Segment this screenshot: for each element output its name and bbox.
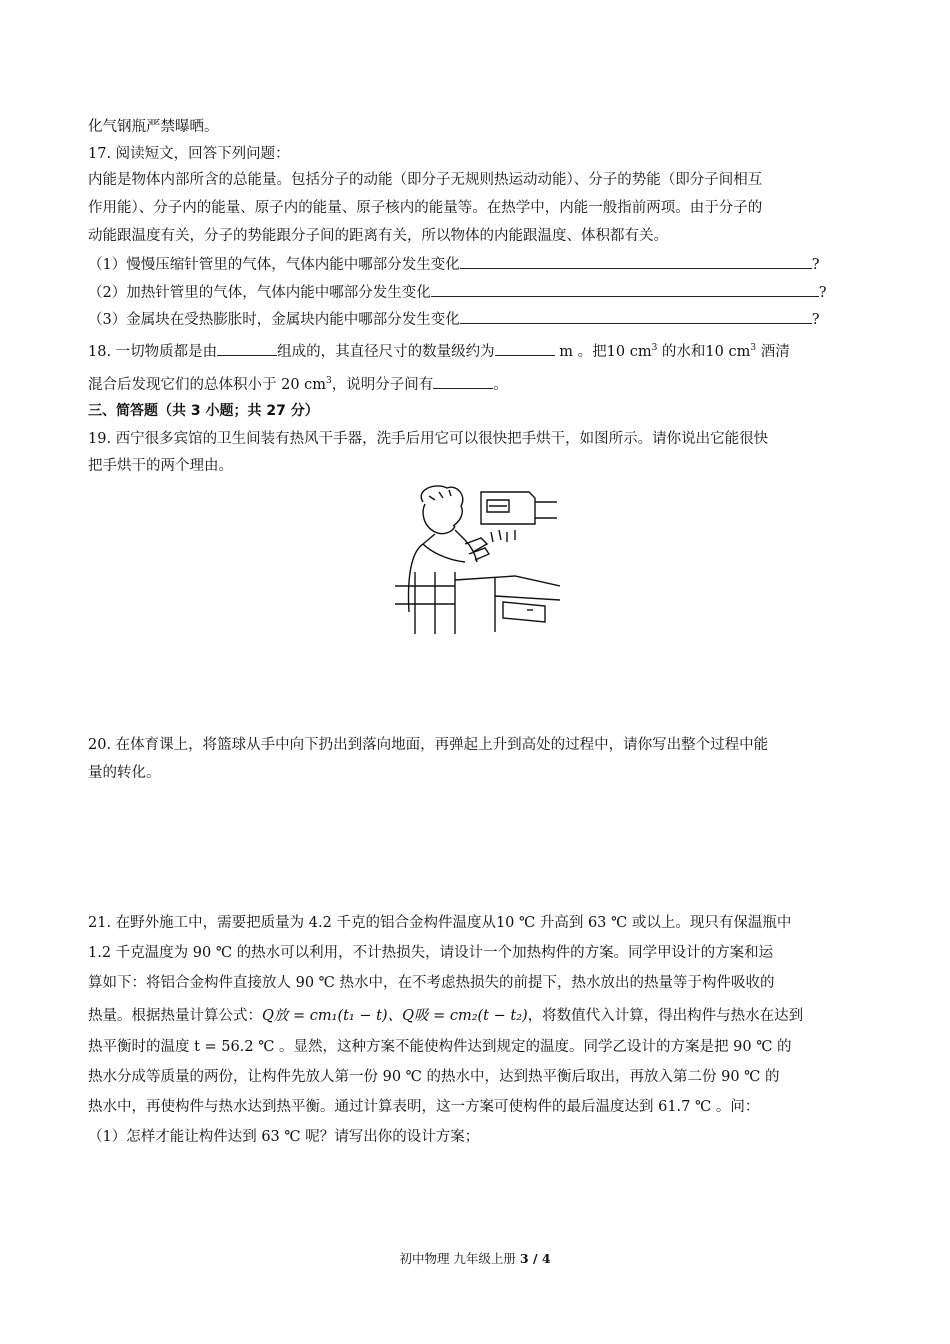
question-21: 热水分成等质量的两份，让构件先放人第一份 90 ℃ 的热水中，达到热平衡后取出，再放入第二份 90 ℃ 的 <box>88 1069 780 1085</box>
question-21-formula-line <box>88 1006 803 1026</box>
question-21: 热水中，再使构件与热水达到热平衡。通过计算表明，这一方案可使构件的最后温度达到 61.7 ℃ 。问： <box>88 1099 760 1115</box>
superscript: 3 <box>750 343 757 353</box>
question-21: 算如下：将铝合金构件直接放人 90 ℃ 热水中，在不考虑热损失的前提下，热水放出的热量等于构件吸收的 <box>88 975 775 991</box>
q21-text: 热量。根据热量计算公式： <box>88 1008 262 1024</box>
page-number: 3 / 4 <box>519 1251 551 1266</box>
q21-text: ，将数值代入计算，得出构件与热水在达到 <box>527 1008 804 1024</box>
question-mark: ? <box>818 285 827 301</box>
q17-item-2 <box>88 281 827 303</box>
q17-item-3 <box>88 308 820 330</box>
answer-blank[interactable] <box>431 281 819 297</box>
question-20: 20. 在体育课上，将篮球从手中向下扔出到落向地面，再弹起上升到高处的过程中，请你写出整个过程中能 <box>88 737 769 753</box>
question-21-part-1: （1）怎样才能让构件达到 63 ℃ 呢？请写出你的设计方案； <box>88 1129 480 1145</box>
q18-text: ，说明分子间有 <box>331 376 434 393</box>
q17-item-1-text: （1）慢慢压缩针管里的气体，气体内能中哪部分发生变化 <box>88 257 460 273</box>
question-19: 19. 西宁很多宾馆的卫生间装有热风干手器，洗手后用它可以很快把手烘干，如图所示。请你说出它能很快 <box>88 431 769 447</box>
q18-text: m 。把10 cm <box>554 343 652 360</box>
question-21: 热平衡时的温度 t = 56.2 ℃ 。显然，这种方案不能使构件达到规定的温度。同学乙设计的方案是把 90 ℃ 的 <box>88 1039 792 1055</box>
question-18-line2 <box>88 371 508 395</box>
text-line: 化气钢瓶严禁曝晒。 <box>88 119 219 135</box>
question-21: 21. 在野外施工中，需要把质量为 4.2 千克的铝合金构件温度从10 ℃ 升高到 63 ℃ 或以上。现只有保温瓶中 <box>88 915 792 931</box>
q18-text: 的水和10 cm <box>657 343 751 360</box>
heat-formula: Q放 = cm₁(t₁ − t)、Q吸 = cm₂(t − t₂) <box>262 1008 528 1024</box>
answer-blank[interactable] <box>495 340 555 356</box>
answer-blank[interactable] <box>217 340 277 356</box>
page-footer <box>0 1249 950 1267</box>
q18-text: 混合后发现它们的总体积小于 20 cm <box>88 376 327 393</box>
q18-text: 。 <box>493 376 508 393</box>
question-19: 把手烘干的两个理由。 <box>88 458 233 474</box>
superscript: 3 <box>326 376 332 386</box>
question-mark: ? <box>811 312 820 328</box>
answer-blank[interactable] <box>460 308 812 324</box>
footer-title: 初中物理 九年级上册 <box>399 1251 520 1266</box>
question-17-title: 17. 阅读短文，回答下列问题： <box>88 146 290 162</box>
q17-passage: 动能跟温度有关，分子的势能跟分子间的距离有关，所以物体的内能跟温度、体积都有关。 <box>88 228 668 244</box>
q17-passage: 作用能）、分子内的能量、原子内的能量、原子核内的能量等。在热学中，内能一般指前两项。由于分子的 <box>88 200 763 216</box>
question-21: 1.2 千克温度为 90 ℃ 的热水可以利用，不计热损失，请设计一个加热构件的方案。同学甲设计的方案和运 <box>88 945 774 961</box>
q18-text: 18. 一切物质都是由 <box>88 343 218 360</box>
answer-blank[interactable] <box>433 373 493 389</box>
superscript: 3 <box>651 343 658 353</box>
question-18-line1 <box>88 338 790 362</box>
question-20: 量的转化。 <box>88 765 161 781</box>
q17-passage: 内能是物体内部所含的总能量。包括分子的动能（即分子无规则热运动动能）、分子的势能（即分子间相互 <box>88 172 763 188</box>
answer-blank[interactable] <box>460 253 812 269</box>
question-mark: ? <box>811 257 820 273</box>
hand-dryer-illustration <box>395 482 560 634</box>
q18-text: 组成的，其直径尺寸的数量级约为 <box>277 343 495 360</box>
section-heading: 三、简答题（共 3 小题；共 27 分） <box>88 403 319 419</box>
q17-item-2-text: （2）加热针管里的气体，气体内能中哪部分发生变化 <box>88 285 431 301</box>
q17-item-3-text: （3）金属块在受热膨胀时，金属块内能中哪部分发生变化 <box>88 312 460 328</box>
q17-item-1 <box>88 253 820 275</box>
q18-text: 酒清 <box>756 343 790 360</box>
